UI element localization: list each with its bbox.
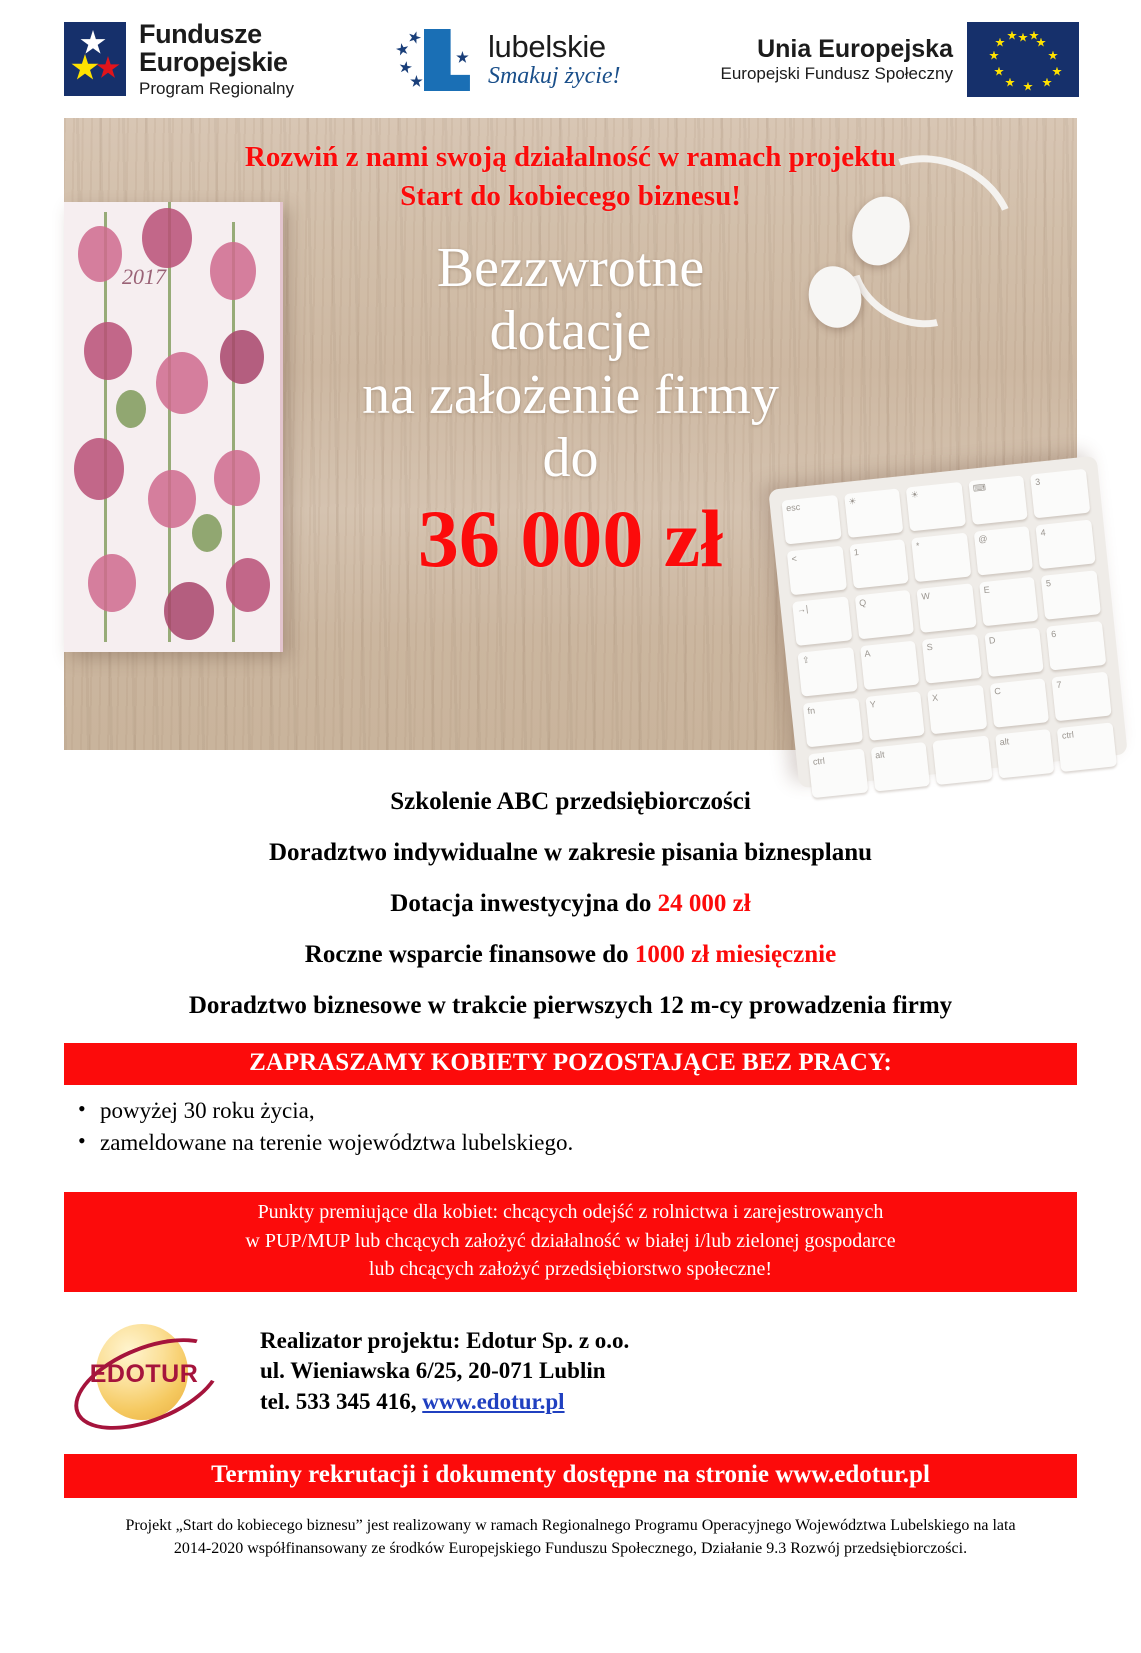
lubelskie-tagline: Smakuj życie! <box>487 62 621 89</box>
unia-europejska-wordmark <box>721 35 953 84</box>
hero-headline-line-1: Bezzwrotne <box>436 237 705 300</box>
benefit-text: Dotacja inwestycyjna do <box>390 890 658 917</box>
eu-flag-icon <box>967 22 1079 97</box>
fundusze-line-2: Europejskie <box>139 46 288 77</box>
benefits-list <box>64 776 1077 1031</box>
unia-europejska-logo <box>721 22 1079 97</box>
hero-kicker-line-2: Start do kobiecego biznesu! <box>400 179 741 212</box>
benefit-amount: 1000 zł miesięcznie <box>634 941 837 968</box>
unia-line-1: Unia Europejska <box>757 34 953 63</box>
star-icon <box>395 42 410 57</box>
unia-line-2: Europejski Fundusz Społeczny <box>720 63 953 83</box>
realizator-phone: tel. 533 345 416, <box>260 1388 423 1414</box>
benefit-amount: 24 000 zł <box>657 890 751 917</box>
benefit-item <box>64 980 1077 1031</box>
edotur-website-link[interactable]: www.edotur.pl <box>422 1388 565 1414</box>
realizator-line-3 <box>260 1387 629 1417</box>
hero-headline <box>64 237 1077 490</box>
fundusze-europejskie-wordmark <box>139 18 294 98</box>
hero-kicker <box>64 138 1077 215</box>
lubelskie-l-mark-icon <box>394 23 480 95</box>
bonus-points-banner <box>64 1192 1077 1291</box>
hero-text-block <box>64 118 1077 585</box>
fundusze-europejskie-star-mark-icon <box>64 22 126 96</box>
star-icon <box>406 29 422 45</box>
criteria-item: • zameldowane na terenie województwa lubelskiego. <box>64 1127 1077 1159</box>
benefit-text: Roczne wsparcie finansowe do <box>304 941 635 968</box>
logo-bar <box>0 0 1141 118</box>
hero-headline-line-4: do <box>542 426 599 489</box>
keyboard-image: esc ☀ ☀ ⌨ 3 < 1 * @ 4 →| Q W E 5 ⇧ A S D 6 fn Y X C 7 ctrl alt alt ctrl <box>768 456 1128 789</box>
realizator-section <box>64 1320 1077 1424</box>
benefit-text: Doradztwo indywidualne w zakresie pisania biznesplanu <box>268 839 873 866</box>
benefit-text: Doradztwo biznesowe w trakcie pierwszych 12 m-cy prowadzenia firmy <box>188 992 953 1019</box>
edotur-wordmark: EDOTUR <box>89 1359 199 1388</box>
hero-kicker-line-1: Rozwiń z nami swoją działalność w ramach projektu <box>244 141 897 173</box>
fundusze-line-3: Program Regionalny <box>139 78 294 98</box>
star-icon <box>398 60 413 75</box>
invitation-banner: ZAPRASZAMY KOBIETY POZOSTAJĄCE BEZ PRACY: <box>64 1043 1077 1085</box>
white-star-icon <box>80 30 106 56</box>
realizator-line-1: Realizator projektu: Edotur Sp. z o.o. <box>260 1328 630 1354</box>
hero-banner <box>64 118 1077 767</box>
criteria-list <box>64 1095 1077 1158</box>
notebook-year-label: 2017 <box>122 264 166 289</box>
benefit-text: Szkolenie ABC przedsiębiorczości <box>390 788 751 815</box>
red-star-icon <box>96 56 120 80</box>
edotur-logo-icon <box>64 1320 224 1424</box>
benefit-item <box>64 878 1077 929</box>
bonus-points-line-2: w PUP/MUP lub chcących założyć działalność w białej i/lub zielonej gospodarce <box>245 1229 896 1252</box>
yellow-star-icon <box>71 54 99 82</box>
benefit-item <box>64 827 1077 878</box>
realizator-details <box>260 1326 629 1417</box>
benefit-item <box>64 929 1077 980</box>
hero-grant-amount: 36 000 zł <box>417 493 724 585</box>
footer-banner: Terminy rekrutacji i dokumenty dostępne na stronie www.edotur.pl <box>64 1454 1077 1498</box>
lubelskie-wordmark <box>487 28 621 89</box>
disclaimer-line-1: Projekt „Start do kobiecego biznesu” jest realizowany w ramach Regionalnego Programu Operacyjnego Województwa Lubelskiego na lata <box>125 1516 1016 1534</box>
criteria-item: • powyżej 30 roku życia, <box>64 1095 1077 1127</box>
hero-headline-line-3: na założenie firmy <box>362 363 779 426</box>
bonus-points-line-1: Punkty premiujące dla kobiet: chcących odejść z rolnictwa i zarejestrowanych <box>257 1201 884 1224</box>
lubelskie-name: lubelskie <box>487 28 606 64</box>
disclaimer-line-2: 2014-2020 współfinansowany ze środków Europejskiego Funduszu Społecznego, Działanie 9.3 Rozwój przedsiębiorczości. <box>173 1539 968 1557</box>
hero-headline-line-2: dotacje <box>489 300 652 363</box>
star-icon <box>410 75 423 88</box>
bonus-points-line-3: lub chcących założyć przedsiębiorstwo społeczne! <box>368 1258 773 1281</box>
lubelskie-logo <box>394 23 621 95</box>
star-icon <box>456 51 469 64</box>
fundusze-line-1: Fundusze <box>139 18 262 49</box>
realizator-line-2: ul. Wieniawska 6/25, 20-071 Lublin <box>260 1358 606 1384</box>
disclaimer-text <box>64 1514 1077 1560</box>
fundusze-europejskie-logo <box>64 18 294 98</box>
